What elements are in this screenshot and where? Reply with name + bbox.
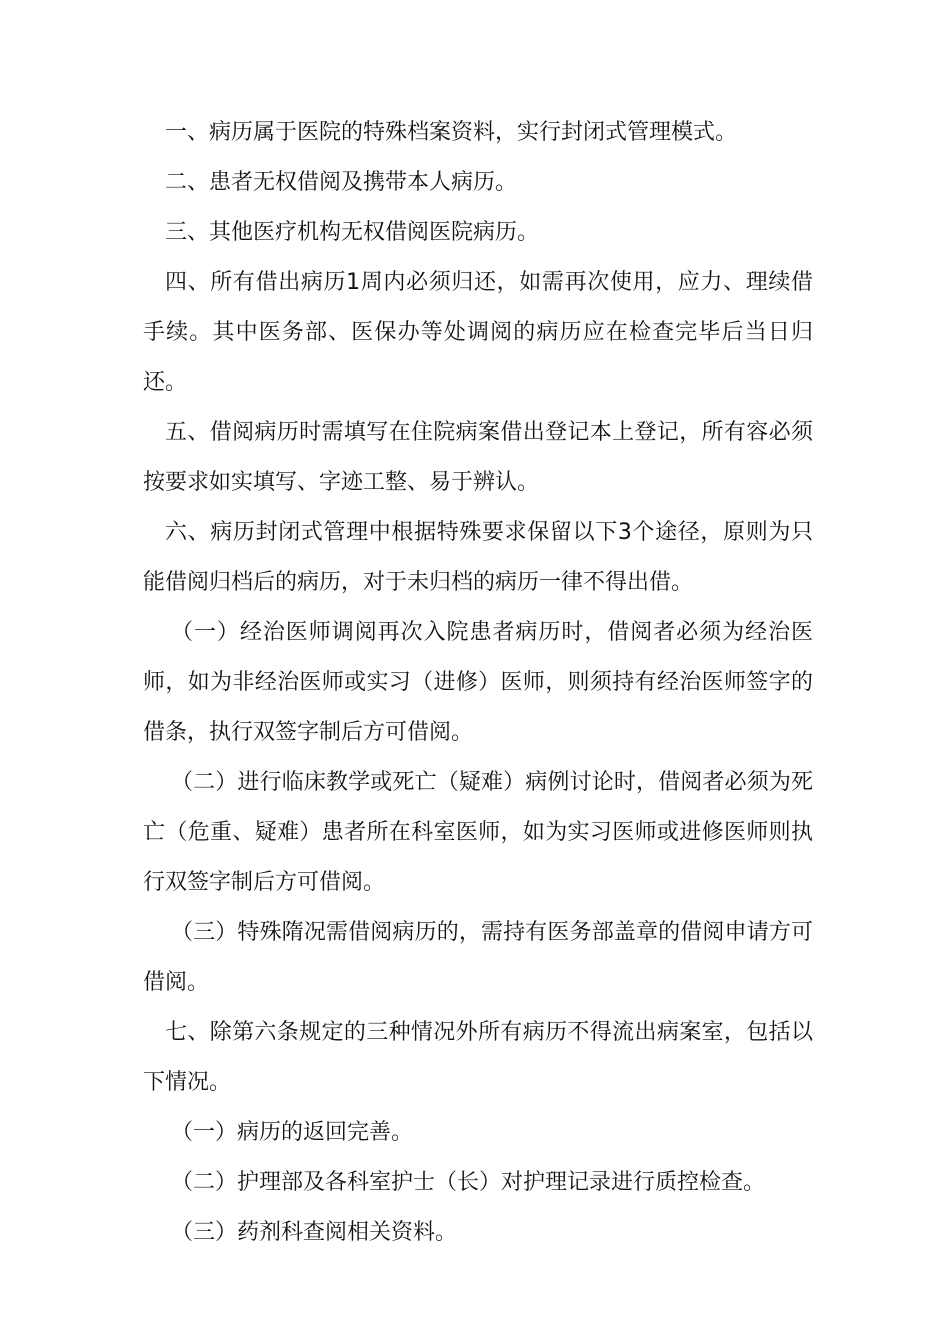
paragraph-2: 二、患者无权借阅及携带本人病历。 — [165, 170, 518, 195]
paragraph-6: 六、病历封闭式管理中根据特殊要求保留以下3个途径，原则为只能借阅归档后的病历，对于未归档的病历一律不得出借。 — [143, 520, 813, 595]
paragraph-6-item-3: （三）特殊隋况需借阅病历的，需持有医务部盖章的借阅申请方可借阅。 — [143, 920, 813, 995]
paragraph-7-item-2: （二）护理部及各科室护士（长）对护理记录进行质控检查。 — [171, 1170, 766, 1195]
paragraph-6-item-2: （二）进行临床教学或死亡（疑难）病例讨论时，借阅者必须为死亡（危重、疑难）患者所在科室医师，如为实习医师或进修医师则执行双签字制后方可借阅。 — [143, 770, 813, 895]
paragraph-5: 五、借阅病历时需填写在住院病案借出登记本上登记，所有容必须按要求如实填写、字迹工整、易于辨认。 — [143, 420, 813, 495]
paragraph-3: 三、其他医疗机构无权借阅医院病历。 — [165, 220, 540, 245]
paragraph-4: 四、所有借出病历1周内必须归还，如需再次使用，应力、理续借手续。其中医务部、医保办等处调阅的病历应在检查完毕后当日归还。 — [143, 270, 813, 395]
paragraph-7-item-3: （三）药剂科查阅相关资料。 — [171, 1220, 458, 1245]
paragraph-1: 一、病历属于医院的特殊档案资料，实行封闭式管理模式。 — [165, 120, 738, 145]
paragraph-6-item-1: （一）经治医师调阅再次入院患者病历时，借阅者必须为经治医师，如为非经治医师或实习（进修）医师，则须持有经治医师签字的借条，执行双签字制后方可借阅。 — [143, 620, 813, 745]
paragraph-7-item-1: （一）病历的返回完善。 — [171, 1120, 414, 1145]
paragraph-7: 七、除第六条规定的三种情况外所有病历不得流出病案室，包括以下情况。 — [143, 1020, 813, 1095]
document-body — [143, 108, 813, 1258]
